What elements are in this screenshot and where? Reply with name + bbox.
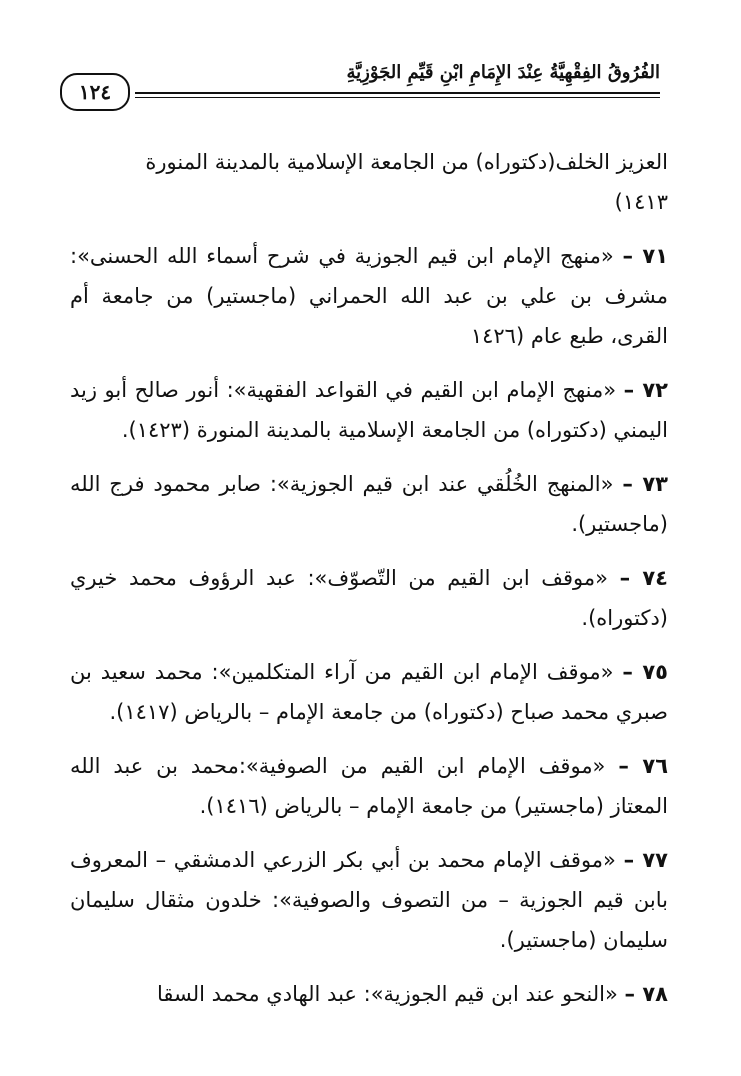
bibliography-entry [70,236,668,356]
bibliography-entry [70,464,668,544]
entry-text: «موقف ابن القيم من التّصوّف»: عبد الرؤوف محمد خيري (دكتوراه). [70,566,668,630]
entry-number: ٧٥ – [622,660,668,684]
entry-text: «منهج الإمام ابن القيم في القواعد الفقهية»: أنور صالح أبو زيد اليمني (دكتوراه) من الجامعة الإسلامية بالمدينة المنورة (١٤٢٣). [70,378,668,442]
running-title: الفُرُوقُ الفِقْهِيَّةُ عِنْدَ الإِمَامِ ابْنِ قَيِّمِ الجَوْزِيَّةِ [346,62,660,83]
page-header [60,58,660,108]
page-number: ١٢٤ [78,80,112,104]
bibliography-entry [70,974,668,1014]
bibliography-entry [70,652,668,732]
continuation-line: ١٤١٣) [614,190,668,214]
bibliography-entry [70,558,668,638]
header-rule-thin [135,97,660,98]
header-rule [135,92,660,94]
continuation-paragraph [70,142,668,222]
page-content [70,142,668,1014]
entry-text: «منهج الإمام ابن قيم الجوزية في شرح أسماء الله الحسنى»: مشرف بن علي بن عبد الله الحمراني (ماجستير) من جامعة أم القرى، طبع عام (١٤٢٦ [70,244,668,348]
entry-number: ٧٢ – [623,378,668,402]
continuation-line: العزيز الخلف(دكتوراه) من الجامعة الإسلامية بالمدينة المنورة [145,150,668,174]
bibliography-entry [70,746,668,826]
entry-text: «النحو عند ابن قيم الجوزية»: عبد الهادي محمد السقا [156,982,618,1006]
page-number-box [60,73,130,111]
entry-text: «المنهج الخُلُقي عند ابن قيم الجوزية»: صابر محمود فرج الله (ماجستير). [70,472,668,536]
entry-number: ٧٧ – [623,848,668,872]
entry-number: ٧٣ – [622,472,668,496]
entry-number: ٧٨ – [624,982,668,1006]
entry-text: «موقف الإمام ابن القيم من الصوفية»:محمد بن عبد الله المعتاز (ماجستير) من جامعة الإمام – بالرياض (١٤١٦). [70,754,668,818]
bibliography-entry [70,370,668,450]
entry-text: «موقف الإمام ابن القيم من آراء المتكلمين»: محمد سعيد بن صبري محمد صباح (دكتوراه) من جامعة الإمام – بالرياض (١٤١٧). [70,660,668,724]
entry-number: ٧١ – [622,244,669,268]
entry-number: ٧٦ – [618,754,669,778]
entry-text: «موقف الإمام محمد بن أبي بكر الزرعي الدمشقي – المعروف بابن قيم الجوزية – من التصوف والصوفية»: خلدون مثقال سليمان سليمان (ماجستير). [70,848,668,952]
bibliography-entry [70,840,668,960]
entry-number: ٧٤ – [619,566,668,590]
